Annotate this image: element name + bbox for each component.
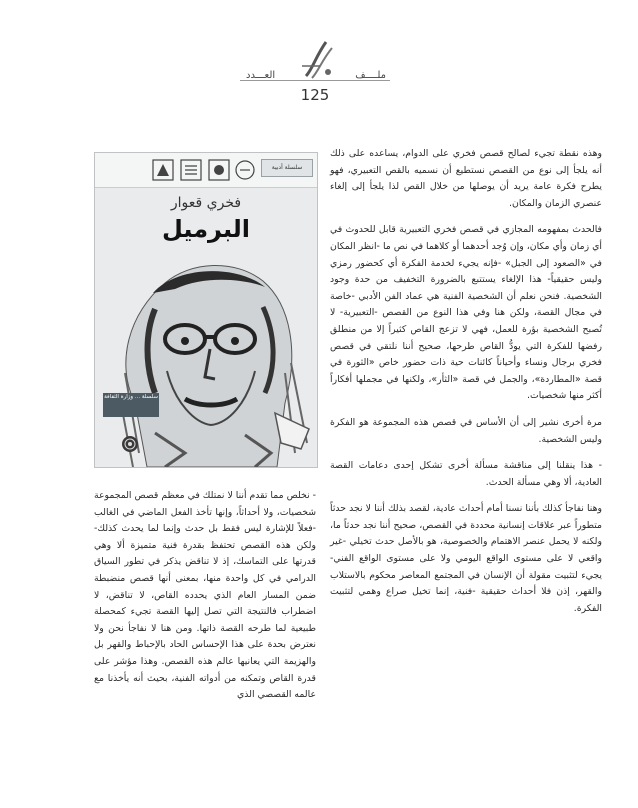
header-section-label: ملــــف: [355, 70, 386, 81]
paragraph: وهنا نفاجأ كذلك بأننا نسنا أمام أحداث عادية، لقصد بذلك أننا لا نجد حدثاً متطوراً عبر علاقات إنسانية محددة في القصص، صحيح أننا نجد حدثاً ما، ولكنه لا يحمل عنصر الاهتمام والخصوصية، هو بالأصل حدث تخيلي -غير واقعي لا على مستوى الواقع اليومي ولا على مستوى الواقع الفني- يجيء لتثبيت مقولة أن الإنسان في المجتمع المعاصر محكوم بالاستلاب والقهر، إذن فلا أحداث حقيقية -فنية، إنما تخيل صراع وهمي لتثبيت الفكرة.: [330, 503, 602, 614]
publisher-logos-icon: [151, 157, 259, 183]
magazine-logo-icon: [298, 36, 338, 84]
cover-badge: سلسلة ... وزارة الثقافة: [103, 393, 159, 417]
cover-title: البرميل: [161, 215, 251, 243]
page-number: 125: [300, 86, 330, 104]
paragraph: وهذه نقطة تجيء لصالح قصص فخري على الدوام، يساعده على ذلك أنه يلجأ إلى نوع من القصص نستطيع أن نسميه بالقص التعبيري، فهو يطرح فكرة عامة يريد أن يوصلها من خلال القص لذا يلجأ إلى إلغاء عنصري الزمان والمكان.: [330, 148, 602, 209]
round-seal-icon: [121, 435, 139, 453]
article-column-left: [94, 488, 316, 714]
page-header: [240, 30, 390, 110]
cover-top-band: [95, 153, 317, 188]
paragraph: مرة أخرى نشير إلى أن الأساس في قصص هذه المجموعة هو الفكرة وليس الشخصية.: [330, 416, 602, 445]
paragraph: فالحدث بمفهومه المجازي في قصص فخري التعبيرية قابل للحدوث في أي زمان وأي مكان، وإن وُجد أحدهما أو كلاهما في نص ما -انظر المكان في «الصعود إلى الجبل» -فإنه يجيء لخدمة الفكرة أي كحضور رمزي وليس حقيقياً- هذا الإلغاء يستتبع بالضرورة التخفيف من حدة وجود الشخصية. فنحن نعلم أن الشخصية الفنية هي عماد الفن الأدبي -خاصة في مجال القصة، ولكن هنا وفي هذا النوع من القصص -التعبيرية- لا تُصبح الشخصية بؤرة للعمل، فهي لا تزعج القاص كثيراً إلا من منطلق رفضها للفكرة التي يودُّ القاص طرحها، صحيح أننا نلتقي في قصص فخري برجال ونساء وأحياناً كائنات حية ذات حضور خاص «الثورة في قصة «المطاردة»، والجمل في قصة «الثأر»، ولكنها في مجملها أفكاراً أكثر منها شخصيات.: [330, 224, 602, 402]
article-column-right: [330, 146, 602, 627]
paragraph: - نخلص مما تقدم أننا لا نمتلك في معظم قصص المجموعة شخصيات، ولا أحداثاً، وإنها تأخذ الفعل الماضي في الغالب -فعلاً للإشارة ليس فقط بل حدث وإنما لما يحدث كذلك- ولكن هذه القصص تحتفظ بقدرة فنية متميزة ألا وهي قدرتها على التماسك، إذ لا تناقض يذكر في تطور السياق الدرامي في كل واحدة منها، بمعنى أنها قصص منضبطة ضمن المسار العام الذي يحدده القاص، لا تناقض، لا اضطراب فالنتيجة التي تصل إليها القصة تجيء كمحصلة طبيعية لما طرحه القصة ذاتها. ومن هنا لا نفاجأ نحن ولا نعترض بحدة على هذا الإحساس الحاد بالإحباط والقهر بل والهزيمة التي يعانيها عالم هذه القصص. وهذا مؤشر على قدرة القاص وتمكنه من أدواته الفنية، بحيث أنه يأخذنا مع عالمه القصصي الذي: [94, 490, 316, 701]
header-issue-label: العـــدد: [246, 70, 276, 81]
paragraph: - هذا ينقلنا إلى مناقشة مسألة أخرى تشكل إحدى دعامات القصة العادية، ألا وهي مسألة الحدث.: [330, 460, 602, 488]
book-cover-image: [94, 152, 318, 468]
cover-author: فخري قعوار: [170, 195, 242, 211]
cover-series-label: سلسلة أدبية: [261, 159, 313, 177]
